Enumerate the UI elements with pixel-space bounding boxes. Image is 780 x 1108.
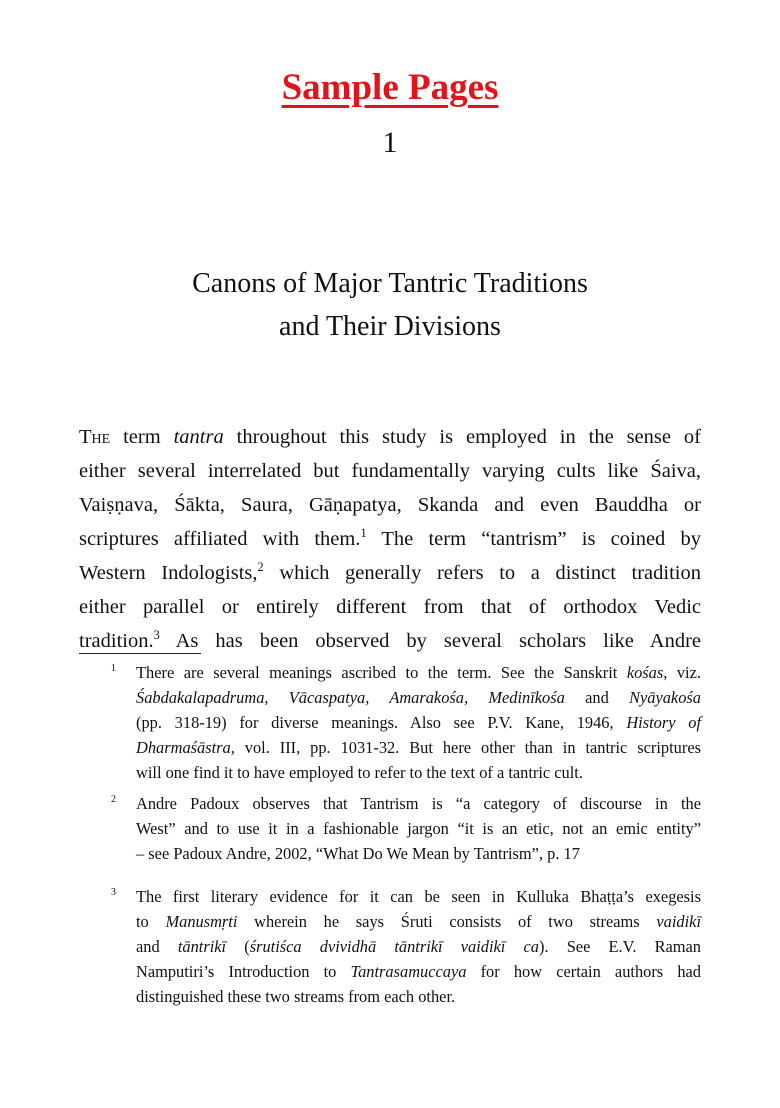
text-segment: ( [226,937,250,956]
text-segment: (pp. 318-19) for diverse meanings. Also see P.V. Kane, 1946, [136,713,627,732]
text-line [136,959,701,984]
text-segment: West” and to use it in a fashionable jargon “it is an etic, not an emic entity” [136,819,701,838]
text-line [79,488,701,522]
text-segment: , vol. III, pp. 1031-32. But here other than in tantric scriptures [230,738,701,757]
text-segment: term [110,426,174,448]
text-line [136,934,701,959]
banner-text: Sample Pages [281,67,499,108]
footnote-separator [79,653,201,654]
text-line [136,685,701,710]
text-segment: and [136,937,178,956]
text-segment: Western Indologists, [79,562,258,584]
footnote-reference: 2 [257,560,264,575]
text-segment: distinguished these two streams from each other. [136,987,456,1006]
text-segment: either parallel or entirely different from that of orthodox Vedic [79,596,701,618]
text-line [136,735,701,760]
text-segment: Andre Padoux observes that Tantrism is “a category of discourse in the [136,794,701,813]
text-line [79,522,701,556]
text-segment: tradition. [79,630,154,652]
chapter-title [0,262,780,348]
text-segment: for how certain authors had [466,962,701,981]
text-segment: Dharmaśāstra [136,738,231,757]
text-line [136,710,701,735]
text-segment: Manusmṛti [165,912,238,931]
text-line [136,884,701,909]
footnote-number: 3 [111,887,116,898]
footnote-number: 2 [111,794,116,805]
sample-pages-banner [0,66,780,109]
text-segment: and [564,688,630,707]
chapter-title-line: Canons of Major Tantric Traditions [192,268,588,299]
text-segment: will one find it to have employed to refer to the text of a tantric cult. [136,763,583,782]
text-segment: History of [626,713,702,732]
body-paragraph [79,420,701,658]
text-segment: tantra [173,426,224,448]
text-segment: Nyāyakośa [629,688,701,707]
text-segment: either several interrelated but fundamentally varying cults like Śaiva, [79,460,701,482]
footnote-reference: 1 [360,526,367,541]
chapter-number: 1 [382,126,398,159]
text-segment: to [136,912,166,931]
text-segment: kośas [626,663,664,682]
footnote-3 [111,884,701,1009]
text-line [79,420,701,454]
text-segment: ). See E.V. Raman [538,937,702,956]
text-segment: which generally refers to a distinct tradition [263,562,701,584]
text-segment: , viz. [663,663,701,682]
text-segment: scriptures affiliated with them. [79,528,361,550]
text-line [136,909,701,934]
footnote-reference: 3 [153,628,160,643]
footnote-number: 1 [111,663,116,674]
text-segment: The [79,426,111,448]
footnote-1 [111,660,701,785]
text-segment: Namputiri’s Introduction to [136,962,351,981]
text-segment: śrutiśca dvividhā tāntrikī vaidikī ca [249,937,539,956]
chapter-title-line: and Their Divisions [279,311,501,342]
text-line [136,791,701,816]
text-line [136,816,701,841]
text-line [79,556,701,590]
text-line [79,590,701,624]
text-segment: The first literary evidence for it can be seen in Kulluka Bhaṭṭa’s exegesis [136,887,701,906]
text-line [136,760,701,785]
text-segment: The term “tantrism” is coined by [366,528,701,550]
text-segment: vaidikī [656,912,701,931]
text-segment: – see Padoux Andre, 2002, “What Do We Mean by Tantrism”, p. 17 [136,844,580,863]
text-segment: throughout this study is employed in the sense of [223,426,701,448]
text-segment: Vaiṣṇava, Śākta, Saura, Gāṇapatya, Skanda and even Bauddha or [79,494,701,516]
text-line [79,454,701,488]
text-line [136,841,701,866]
text-segment: As has been observed by several scholars like Andre [159,630,701,652]
text-line [136,984,701,1009]
footnote-2 [111,791,701,866]
text-line [136,660,701,685]
text-segment: wherein he says Śruti consists of two streams [237,912,657,931]
text-segment: Śabdakalapadruma, Vācaspatya, Amarakośa, Medinīkośa [136,688,565,707]
text-segment: Tantrasamuccaya [350,962,467,981]
text-segment: tāntrikī [177,937,227,956]
text-segment: There are several meanings ascribed to the term. See the Sanskrit [136,663,627,682]
